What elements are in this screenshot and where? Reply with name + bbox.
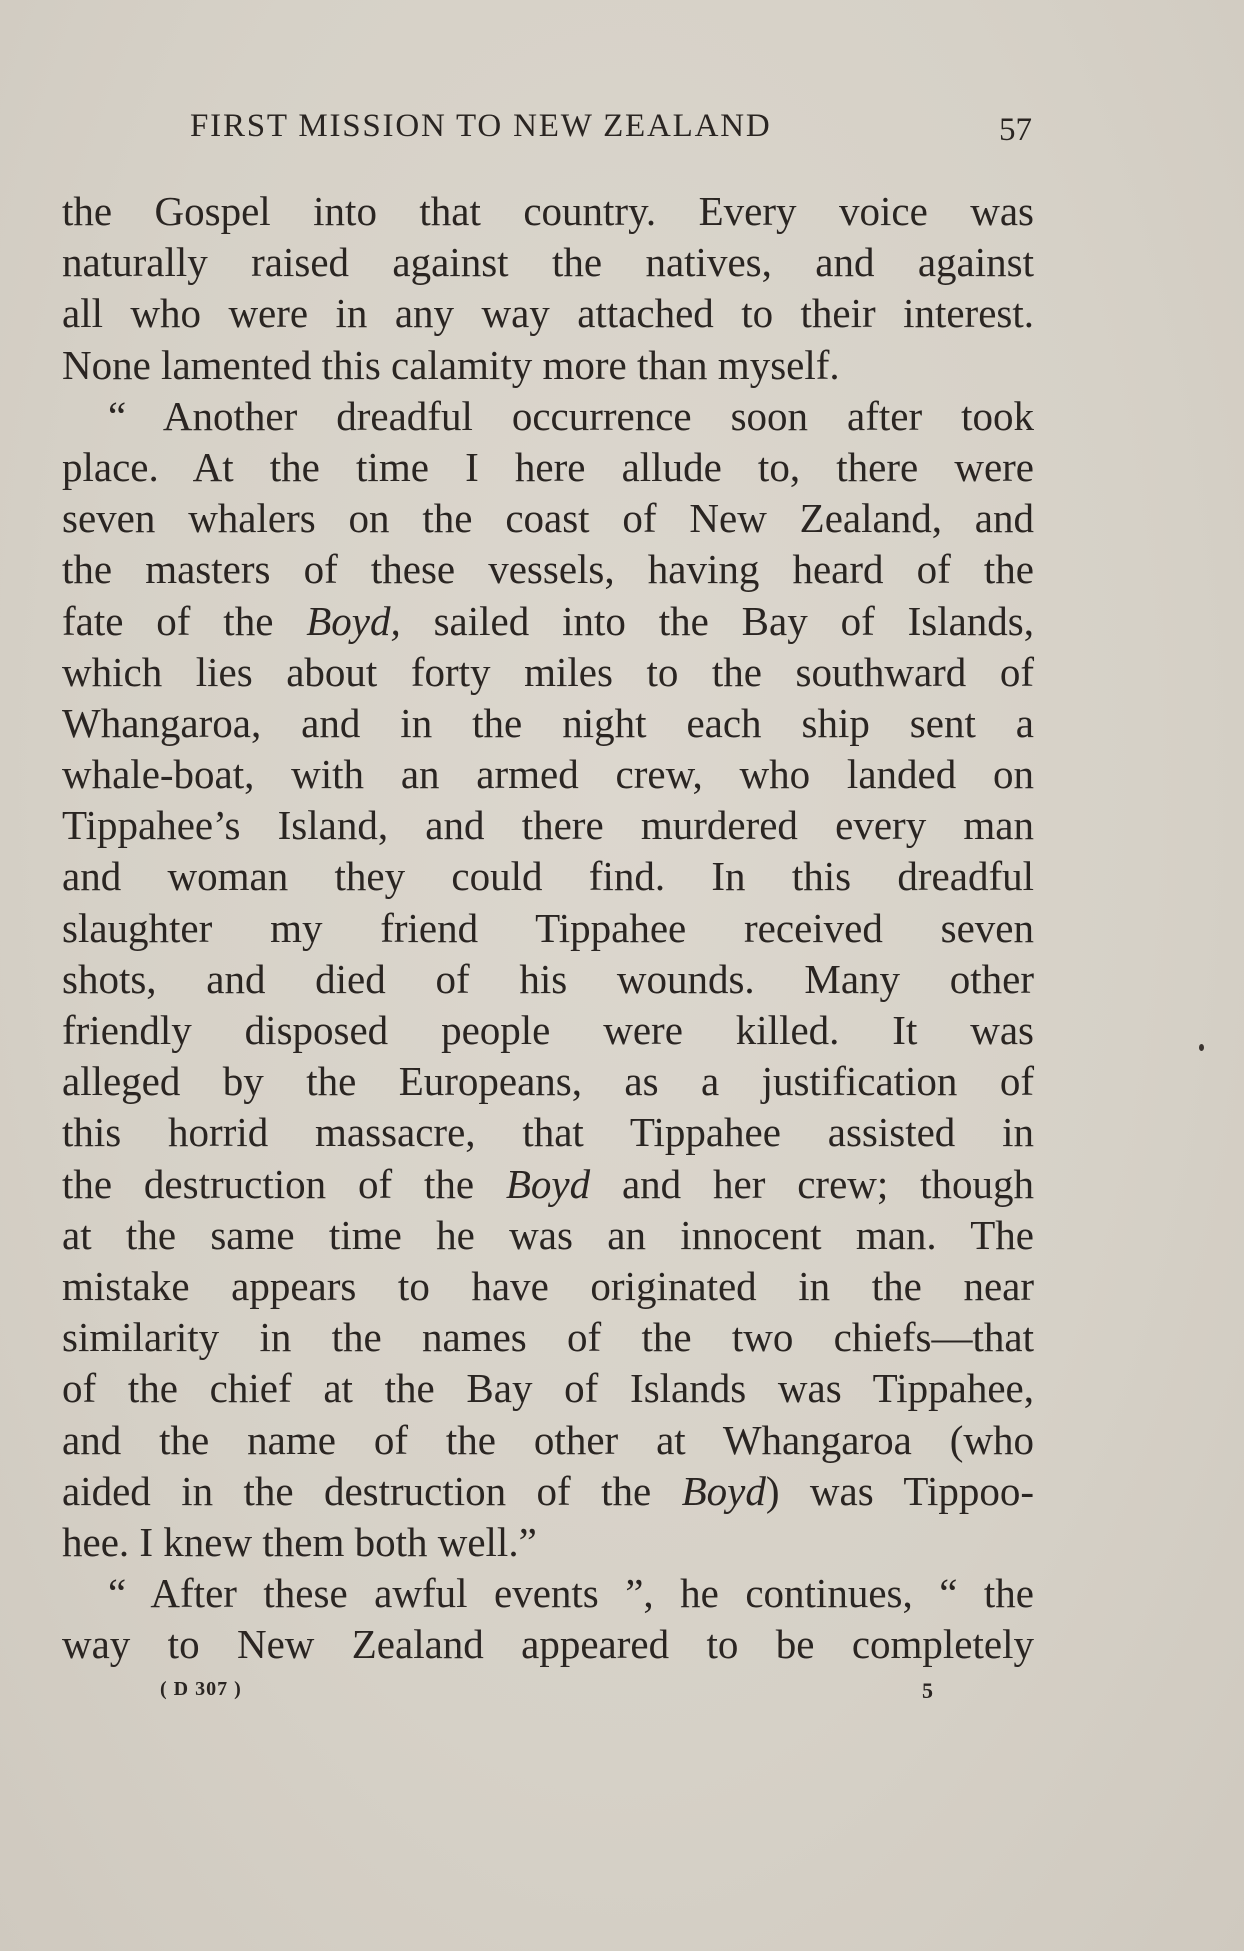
- text-line: [62, 1107, 1034, 1158]
- text-line: [62, 442, 1034, 493]
- text-segment: ) was Tippoo-: [765, 1467, 1035, 1514]
- text-segment: Whangaroa, and in the night each ship sent a: [62, 699, 1034, 746]
- text-segment: at the same time he was an innocent man. The: [62, 1211, 1034, 1258]
- body-text: [62, 186, 1034, 1670]
- text-segment: and her crew; though: [590, 1160, 1034, 1207]
- text-segment: similarity in the names of the two chiefs—that: [62, 1314, 1034, 1361]
- text-line: [62, 1415, 1034, 1466]
- text-segment: the destruction of the: [62, 1160, 506, 1207]
- text-line: [62, 1466, 1034, 1517]
- text-segment: naturally raised against the natives, and against: [62, 239, 1034, 286]
- text-line: [62, 1210, 1034, 1261]
- paper-speck: [1199, 1044, 1204, 1051]
- text-line: [62, 1005, 1034, 1056]
- book-page: [62, 0, 1034, 1951]
- text-segment: of the chief at the Bay of Islands was Tippahee,: [62, 1365, 1034, 1412]
- text-line: [62, 391, 1034, 442]
- text-line: [62, 647, 1034, 698]
- text-line: [62, 1056, 1034, 1107]
- text-line: [62, 1517, 1034, 1568]
- text-segment: the masters of these vessels, having heard of the: [62, 546, 1034, 593]
- page-number: 57: [999, 112, 1032, 148]
- text-segment: friendly disposed people were killed. It was: [62, 1007, 1034, 1053]
- text-segment: “ Another dreadful occurrence soon after took: [108, 392, 1034, 439]
- text-segment: seven whalers on the coast of New Zealand, and: [62, 495, 1034, 542]
- text-line: [62, 493, 1034, 544]
- italic-text: Boyd: [681, 1467, 766, 1514]
- text-line: [62, 1568, 1034, 1619]
- text-segment: whale-boat, with an armed crew, who landed on: [62, 751, 1034, 798]
- text-segment: Tippahee’s Island, and there murdered every man: [62, 802, 1034, 849]
- text-segment: the Gospel into that country. Every voice was: [62, 188, 1034, 234]
- running-title: FIRST MISSION TO NEW ZEALAND: [190, 108, 772, 144]
- text-segment: place. At the time I here allude to, there were: [62, 443, 1034, 490]
- text-segment: None lamented this calamity more than myself.: [62, 341, 840, 388]
- text-line: [62, 1261, 1034, 1312]
- printer-signature-mark: ( D 307 ): [160, 1678, 242, 1700]
- sheet-number: 5: [922, 1678, 933, 1703]
- text-segment: “ After these awful events ”, he continues, “ the: [108, 1570, 1034, 1617]
- text-line: [62, 954, 1034, 1005]
- text-line: [62, 237, 1034, 288]
- italic-text: Boyd,: [306, 597, 401, 644]
- text-segment: all who were in any way attached to their interest.: [62, 290, 1034, 337]
- text-line: [62, 800, 1034, 851]
- running-head: [62, 108, 1034, 152]
- text-segment: this horrid massacre, that Tippahee assisted in: [62, 1109, 1034, 1156]
- text-segment: way to New Zealand appeared to be completely: [62, 1621, 1034, 1668]
- text-line: [62, 1619, 1034, 1670]
- text-line: [62, 340, 1034, 391]
- text-line: [62, 1363, 1034, 1414]
- text-segment: and the name of the other at Whangaroa (who: [62, 1416, 1034, 1463]
- text-segment: hee. I knew them both well.”: [62, 1518, 537, 1565]
- text-line: [62, 851, 1034, 902]
- text-line: [62, 903, 1034, 954]
- text-segment: alleged by the Europeans, as a justification of: [62, 1058, 1034, 1105]
- text-segment: sailed into the Bay of Islands,: [400, 597, 1034, 644]
- text-line: [62, 596, 1034, 647]
- text-line: [62, 1312, 1034, 1363]
- text-segment: and woman they could find. In this dreadful: [62, 853, 1034, 900]
- text-line: [62, 749, 1034, 800]
- text-segment: which lies about forty miles to the southward of: [62, 648, 1034, 695]
- text-line: [62, 698, 1034, 749]
- text-line: [62, 186, 1034, 237]
- italic-text: Boyd: [505, 1160, 591, 1207]
- text-segment: mistake appears to have originated in the near: [62, 1262, 1034, 1309]
- text-segment: aided in the destruction of the: [62, 1467, 682, 1514]
- text-segment: shots, and died of his wounds. Many other: [62, 955, 1034, 1002]
- text-line: [62, 288, 1034, 339]
- text-segment: fate of the: [62, 597, 307, 644]
- text-line: [62, 544, 1034, 595]
- text-segment: slaughter my friend Tippahee received seven: [62, 904, 1034, 951]
- text-line: [62, 1159, 1034, 1210]
